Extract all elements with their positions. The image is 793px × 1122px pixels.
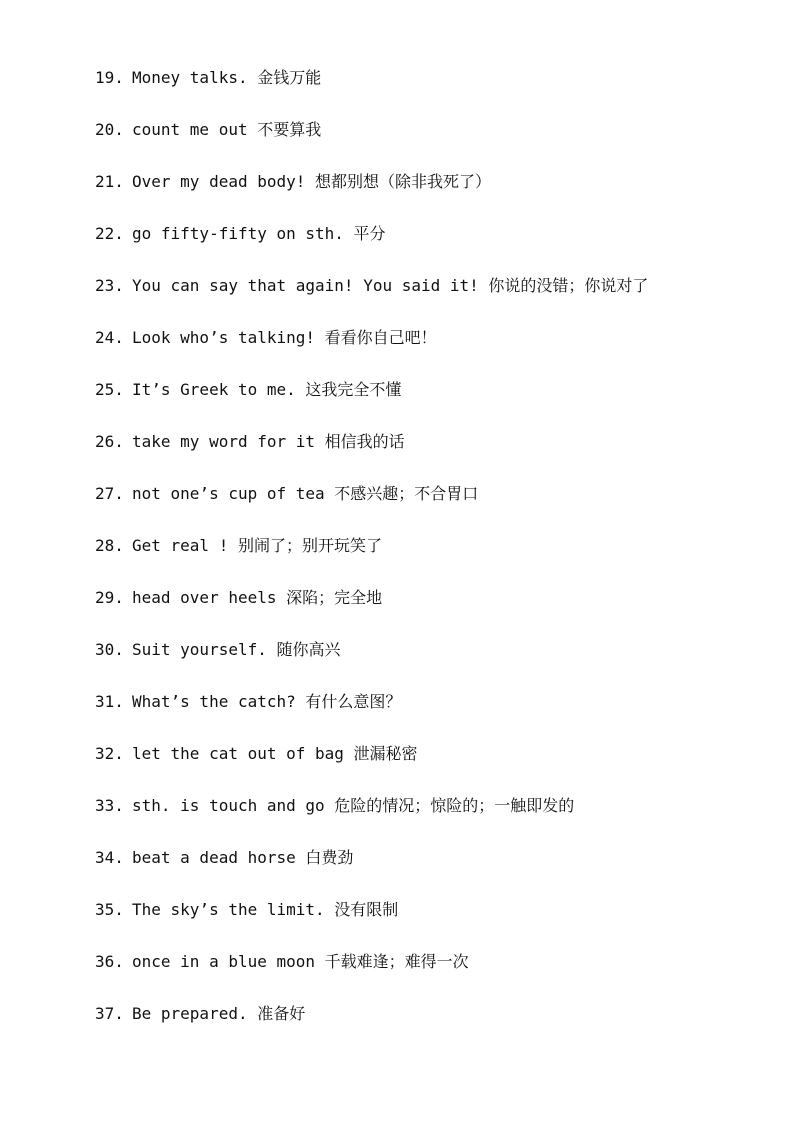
item-number: 29. xyxy=(95,588,124,607)
list-item xyxy=(95,480,648,532)
item-number: 34. xyxy=(95,848,124,867)
item-number: 20. xyxy=(95,120,124,139)
item-text: take my word for it 相信我的话 xyxy=(132,432,405,451)
item-number: 24. xyxy=(95,328,124,347)
item-number: 21. xyxy=(95,172,124,191)
item-text: Be prepared. 准备好 xyxy=(132,1004,306,1023)
item-text: let the cat out of bag 泄漏秘密 xyxy=(132,744,418,763)
list-item xyxy=(95,1000,648,1052)
item-number: 25. xyxy=(95,380,124,399)
item-number: 22. xyxy=(95,224,124,243)
phrase-list xyxy=(95,64,648,1052)
item-text: The sky’s the limit. 没有限制 xyxy=(132,900,399,919)
list-item xyxy=(95,324,648,376)
item-text: go fifty-fifty on sth. 平分 xyxy=(132,224,386,243)
list-item xyxy=(95,688,648,740)
list-item xyxy=(95,740,648,792)
item-text: count me out 不要算我 xyxy=(132,120,322,139)
item-number: 37. xyxy=(95,1004,124,1023)
item-text: It’s Greek to me. 这我完全不懂 xyxy=(132,380,402,399)
item-number: 30. xyxy=(95,640,124,659)
item-text: not one’s cup of tea 不感兴趣；不合胃口 xyxy=(132,484,479,503)
item-number: 27. xyxy=(95,484,124,503)
item-number: 33. xyxy=(95,796,124,815)
item-text: Suit yourself. 随你高兴 xyxy=(132,640,341,659)
list-item xyxy=(95,428,648,480)
item-text: once in a blue moon 千载难逢；难得一次 xyxy=(132,952,469,971)
list-item xyxy=(95,636,648,688)
item-number: 36. xyxy=(95,952,124,971)
item-number: 23. xyxy=(95,276,124,295)
list-item xyxy=(95,584,648,636)
list-item xyxy=(95,168,648,220)
item-text: beat a dead horse 白费劲 xyxy=(132,848,354,867)
list-item xyxy=(95,220,648,272)
item-text: head over heels 深陷；完全地 xyxy=(132,588,383,607)
list-item xyxy=(95,272,648,324)
item-text: You can say that again! You said it! 你说的没错；你说对了 xyxy=(132,276,649,295)
item-text: Look who’s talking! 看看你自己吧！ xyxy=(132,328,437,347)
list-item xyxy=(95,532,648,584)
item-text: What’s the catch? 有什么意图？ xyxy=(132,692,402,711)
list-item xyxy=(95,896,648,948)
list-item xyxy=(95,116,648,168)
item-number: 28. xyxy=(95,536,124,555)
item-number: 26. xyxy=(95,432,124,451)
list-item xyxy=(95,64,648,116)
item-text: sth. is touch and go 危险的情况；惊险的；一触即发的 xyxy=(132,796,575,815)
list-item xyxy=(95,844,648,896)
item-text: Money talks. 金钱万能 xyxy=(132,68,322,87)
item-number: 19. xyxy=(95,68,124,87)
item-text: Get real ! 别闹了；别开玩笑了 xyxy=(132,536,382,555)
item-number: 35. xyxy=(95,900,124,919)
list-item xyxy=(95,376,648,428)
item-number: 31. xyxy=(95,692,124,711)
list-item xyxy=(95,792,648,844)
item-text: Over my dead body! 想都别想（除非我死了） xyxy=(132,172,492,191)
list-item xyxy=(95,948,648,1000)
item-number: 32. xyxy=(95,744,124,763)
